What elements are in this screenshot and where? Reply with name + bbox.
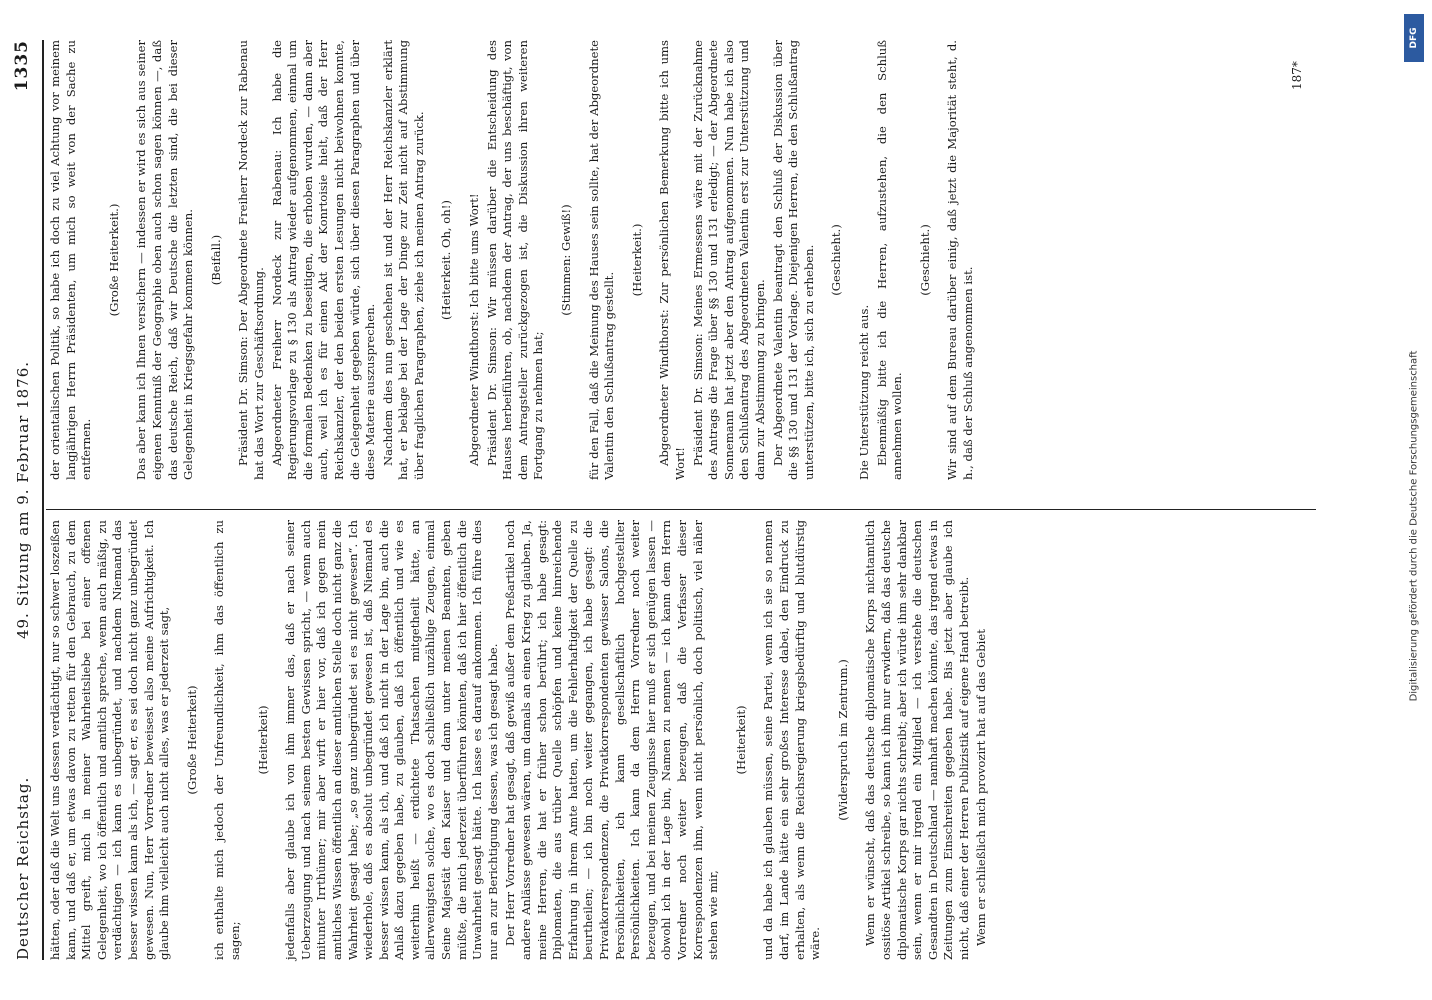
interjection: (Heiterkeit. Oh, oh!) (439, 200, 454, 320)
right-column (48, 40, 979, 480)
paragraph: ich enthalte mich jedoch der Unfreundlichkeit, ihm das öffentlich zu sagen; (212, 520, 242, 960)
paragraph: Präsident Dr. Simson: Meines Ermessens wäre mit der Zurücknahme des Antrags die Frage über §§ 130 und 131 erledigt; — der Abgeordnete Sonnemann hat jetzt aber den Antrag aufgenommen. Nun habe ich also den Schlußantrag des Abgeordneten Valentin erst zur Unterstützung und dann zur Abstimmung zu bringen. (690, 40, 767, 480)
paragraph: Abgeordneter Windthorst: Ich bitte ums Wort! (467, 193, 482, 466)
interjection: (Heiterkeit) (255, 705, 270, 775)
dfg-logo-text: DFG (1409, 27, 1419, 49)
paragraph: Der Herr Vorredner hat gesagt, daß gewiß außer dem Preßartikel noch andere Anlässe gewesen wären, um damals an einen Krieg zu glauben. Ja, meine Herren, die hat er früher schon berührt; ich habe gesagt: Diplomaten, die aus trüber Quelle schöpfen und keine hinreichende Erfahrung in ihrem Amte hatten, um die Fehlerhaftigkeit der Quelle zu beurtheilen; — ich bin noch weiter gegangen, ich habe gesagt: die Privatkorrespondenzen, die Privatkorrespondenten gewisser Salons, die Persönlichkeiten, ich kann gesellschaftlich hochgestellter Persönlichkeiten. Ich kann da dem Herrn Vorredner noch weiter bezeugen, und bei meinen Zeugnisse hier muß er sich genügen lassen — obwohl ich in der Lage bin, Namen zu nennen — ich kann dem Herrn Vorredner noch weiter bezeugen, daß die Verfasser dieser Korrespondenzen ihm, wenn nicht persönlich, doch politisch, viel näher stehen wie mir, (503, 520, 721, 960)
interjection: (Geschieht.) (917, 224, 932, 296)
paragraph: Das aber kann ich Ihnen versichern — indessen er wird es sich aus seiner eigenen Kenntniß der Geographie oben auch schon sagen können —, daß das deutsche Reich, daß wir Deutsche die letzten sind, die bei dieser Gelegenheit in Kriegsgefahr kommen können. (134, 40, 196, 480)
interjection: (Widerspruch im Zentrum.) (835, 659, 850, 821)
interjection: (Stimmen: Gewiß!) (559, 204, 574, 316)
paragraph: Wir sind auf dem Bureau darüber einig, daß jetzt die Majorität steht, d. h., daß der Schluß angenommen ist. (945, 40, 975, 480)
dfg-logo (1404, 14, 1424, 62)
paragraph: hätten, oder daß die Welt uns dessen verdächtigt, nur so schwer loszeißen kann, und daß er, um etwas davon zu retten für den Gebrauch, zu dem Mittel greift, mich in meiner Wahrheitsliebe bei einer offenen Gelegenheit, wo ich öffentlich und amtlich spreche, wenn auch mäßig, zu verdächtigen — ich kann es unbegründet, und nachdem Niemand das besser wissen kann als ich, — sagt er, es sei doch nicht ganz unbegründet gewesen. Nun, Herr Vorredner beweisest also meine Aufrichtigkeit. Ich glaube ihm vielleicht auch nicht alles, was er jederzeit sagt, (48, 520, 172, 960)
paragraph: Die Unterstützung reicht aus. (856, 304, 871, 480)
paragraph: Wenn er schließlich mich provozirt hat auf das Gebiet (974, 629, 989, 946)
header-rule (42, 40, 44, 960)
paragraph: Präsident Dr. Simson: Der Abgeordnete Freiherr Nordeck zur Rabenau hat das Wort zur Geschäftsordnung. (236, 40, 266, 480)
interjection: (Heiterkeit) (733, 705, 748, 775)
paragraph: für den Fall, daß die Meinung des Hauses sein sollte, hat der Abgeordnete Valentin den Schlußantrag gestellt. (586, 40, 617, 480)
paragraph: jedenfalls aber glaube ich von ihm immer das, daß er nach seiner Ueberzeugung und nach seinem besten Gewissen spricht, — wenn auch mitunter Irrthümer; mir aber wirft er hier vor, daß ich gegen mein amtliches Wissen öffentlich an dieser amtlichen Stelle doch nicht ganz die Wahrheit gesagt habe; „so ganz unbegründet sei es nicht gewesen“. Ich wiederhole, daß es absolut unbegründet gewesen ist, daß Niemand es besser wissen kann, als ich, und daß ich nicht in der Lage bin, auch die Anlaß dazu gegeben habe, zu glauben, daß ich öffentlich und wie es weiterhin heißt — erdichtete Thatsachen mitgetheilt hätte, an allerwenigsten solche, wo es doch schließlich unzählige Zeugen, einmal Seine Majestät den Kaiser und dann unter meinen Beamten, geben müßte, die mich jederzeit überführen könnten, daß ich hier öffentlich die Unwahrheit gesagt hätte. Ich lasse es darauf ankommen. Ich führe dies nur an zur Berichtigung dessen, was ich gesagt habe. (283, 520, 500, 960)
signature-mark: 187* (1290, 61, 1304, 90)
interjection: (Große Heiterkeit.) (106, 203, 121, 317)
paragraph: Wenn er wünscht, daß das deutsche diplomatische Korps nichtamtlich ossitöse Artikel schreibe, so kann ich ihm nur erwidern, daß das deutsche diplomatische Korps gar nichts schreibt; aber ich würde ihm sehr dankbar sein, wenn er mir irgend ein Mitglied — ich verstehe die deutschen Gesandten in Deutschland — namhaft machen könnte, das irgend etwas in Zeitungen zum Einschreiten gegeben habe. Bis jetzt aber glaube ich nicht, daß einer der Herren Publizistik auf eigene Hand betreibt. (863, 520, 971, 960)
paragraph: Der Abgeordnete Valentin beantragt den Schluß der Diskussion über die §§ 130 und 131 der Vorlage. Diejenigen Herren, die den Schlußantrag unterstützen, bitte ich, sich zu erheben. (770, 40, 816, 480)
paragraph: und da habe ich glauben müssen, seine Partei, wenn ich sie so nennen darf, im Lande hätte ein sehr großes Interesse dabei, den Eindruck zu erhalten, als wenn die Reichsregierung kriegsbedürftig und blutdürstig wäre. (761, 520, 823, 960)
interjection: (Große Heiterkeit) (184, 685, 199, 795)
left-column (48, 520, 992, 960)
header-title: Deutscher Reichstag. (14, 776, 32, 960)
paragraph: Ebenmäßig bitte ich die Herren, aufzustehen, die den Schluß annehmen wollen. (874, 40, 905, 480)
paragraph: Abgeordneter Freiherr Nordeck zur Rabenau: Ich habe die Regierungsvorlage zu § 130 als Antrag wieder aufgenommen, einmal um die formalen Bedenken zu beseitigen, die erhoben wurden, — dann aber auch, weil ich es für einen Akt der Konrtoisie hielt, daß der Herr Reichskanzler, der den beiden ersten Lesungen nicht beiwohnen konnte, die Gelegenheit gegeben würde, sich über diesen Paragraphen und über diese Materie auszusprechen. (269, 40, 378, 480)
paragraph: Abgeordneter Windthorst: Zur persönlichen Bemerkung bitte ich ums Wort! (657, 40, 687, 480)
header-session: 49. Sitzung am 9. Februar 1876. (14, 360, 32, 640)
page-number: 1335 (12, 40, 32, 92)
digitization-stamp (1402, 6, 1426, 994)
paragraph: Nachdem dies nun geschehen ist und der Herr Reichskanzler erklärt hat, er beklage bei der Lage der Dinge zur Zeit nicht auf Abstimmung über fraglichen Paragraphen, ziehe ich meinen Antrag zurück. (380, 40, 426, 480)
column-divider (46, 509, 1316, 510)
interjection: (Beifall.) (208, 234, 223, 286)
interjection: (Heiterkeit.) (629, 223, 644, 297)
interjection: (Geschieht.) (829, 224, 844, 296)
funding-note: Digitalisierung gefördert durch die Deutsche Forschungsgemeinschaft (1408, 350, 1420, 702)
paragraph: der orientalischen Politik, so habe ich doch zu viel Achtung vor meinem langjährigen Herrn Präsidenten, um mich so weit von der Sache zu entfernen. (48, 40, 94, 480)
paragraph: Präsident Dr. Simson: Wir müssen darüber die Entscheidung des Hauses herbeiführen, ob, nachdem der Antrag, der uns beschäftigt, von dem Antragsteller zurückgezogen ist, die Diskussion ihren weiteren Fortgang zu nehmen hat; (484, 40, 546, 480)
page-header (8, 40, 38, 960)
